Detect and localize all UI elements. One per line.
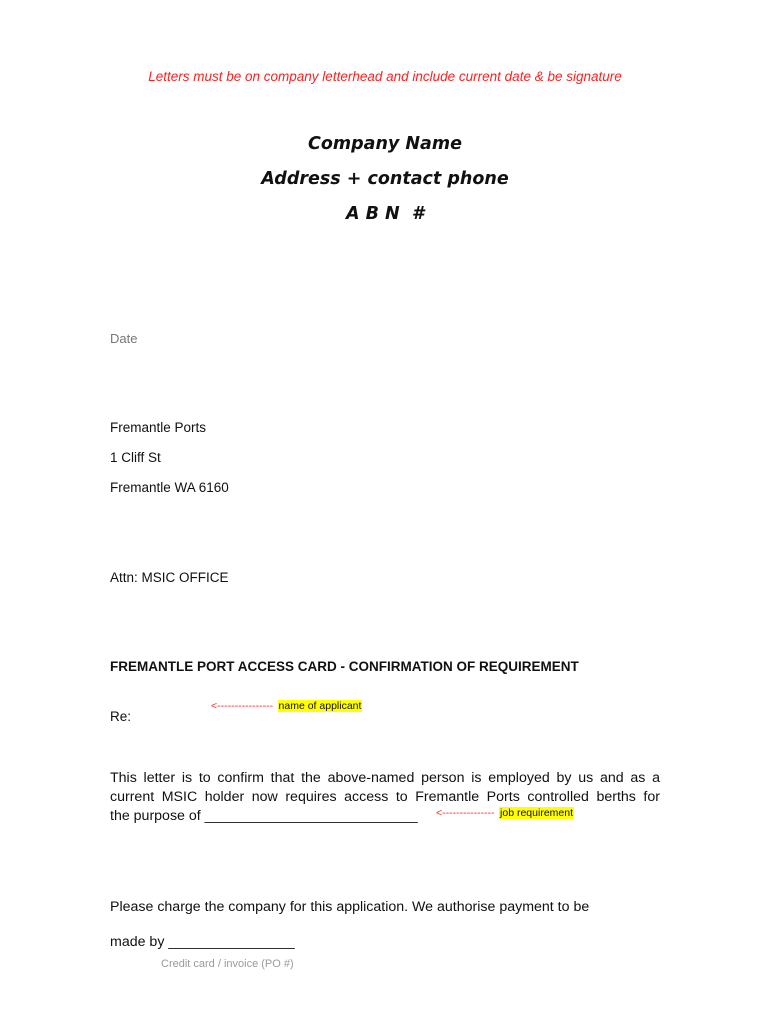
job-note (436, 803, 574, 821)
payment-hint: Credit card / invoice (PO #) (161, 958, 294, 970)
subject-heading: FREMANTLE PORT ACCESS CARD - CONFIRMATION OF REQUIREMENT (110, 659, 579, 674)
recipient-name: Fremantle Ports (110, 420, 207, 435)
paragraph-line: the purpose of ___________________________ (110, 808, 418, 824)
date-label: Date (110, 331, 138, 346)
left-arrow-marker: <--------------- (436, 807, 495, 819)
paragraph-line: This letter is to confirm that the above-named person is employed by us and as a (110, 770, 660, 786)
applicant-highlight: name of applicant (278, 700, 362, 712)
company-name: Company Name (308, 134, 462, 154)
instruction-note: Letters must be on company letterhead and include current date & be signature (148, 69, 622, 84)
charge-line: Please charge the company for this application. We authorise payment to be (110, 899, 590, 915)
recipient-city: Fremantle WA 6160 (110, 480, 229, 495)
paragraph-line: current MSIC holder now requires access to Fremantle Ports controlled berths for (110, 789, 660, 805)
applicant-note (211, 696, 362, 714)
company-address-phone: Address + contact phone (261, 169, 509, 189)
payment-method-line: made by ________________ (110, 934, 295, 950)
job-highlight: job requirement (500, 807, 574, 819)
confirmation-paragraph (110, 769, 660, 826)
company-abn: A B N # (345, 204, 425, 224)
re-label: Re: (110, 709, 132, 724)
recipient-street: 1 Cliff St (110, 450, 161, 465)
attn-line: Attn: MSIC OFFICE (110, 570, 229, 585)
left-arrow-marker: <---------------- (211, 700, 274, 712)
